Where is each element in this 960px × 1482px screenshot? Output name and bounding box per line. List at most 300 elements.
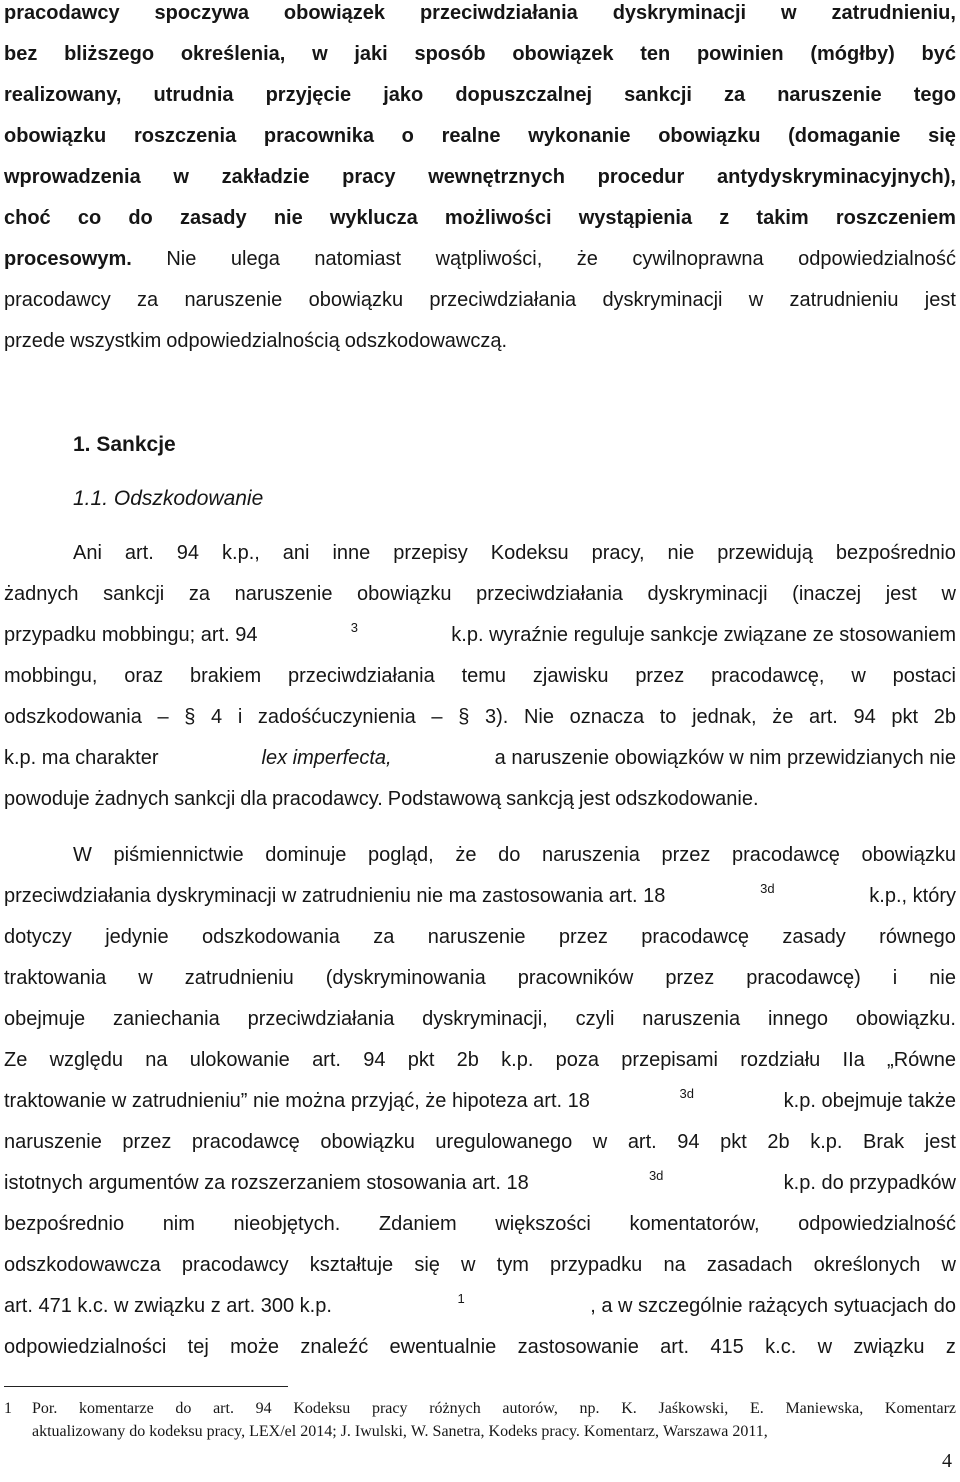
word: pracy bbox=[342, 166, 396, 188]
word: Komentarz bbox=[884, 1400, 956, 1417]
word: przez bbox=[661, 844, 711, 866]
word: Jaśkowski, bbox=[658, 1400, 729, 1417]
section-heading: 1. Sankcje bbox=[73, 433, 176, 456]
word: że bbox=[455, 844, 477, 866]
text-run: k.p. do przypadków bbox=[783, 1172, 956, 1194]
word: za bbox=[724, 84, 746, 106]
word: aktualizowany bbox=[32, 1423, 126, 1440]
word: do bbox=[129, 1423, 146, 1440]
word: nieobjętych. bbox=[233, 1213, 341, 1235]
paragraph-line bbox=[73, 835, 956, 876]
word: może bbox=[230, 1336, 280, 1358]
word: żadnych bbox=[94, 788, 170, 810]
word: znaleźć bbox=[300, 1336, 369, 1358]
paragraph-line bbox=[4, 1163, 956, 1204]
word: przeciwdziałania bbox=[476, 583, 623, 605]
word: przeciwdziałania bbox=[287, 665, 435, 687]
word: w bbox=[941, 1254, 956, 1276]
word: § bbox=[184, 706, 196, 728]
word: ani bbox=[282, 542, 310, 564]
word: przyjęcie bbox=[265, 84, 352, 106]
word: naruszenia bbox=[642, 1008, 741, 1030]
word: (domaganie bbox=[788, 125, 901, 147]
word: odszkodowawczą. bbox=[344, 330, 508, 352]
word: jest bbox=[578, 788, 611, 810]
word: że bbox=[576, 248, 598, 270]
superscript: 3d bbox=[679, 1086, 694, 1101]
word: (mógłby) bbox=[810, 43, 895, 65]
page-number: 4 bbox=[942, 1450, 952, 1472]
word: jedynie bbox=[105, 926, 169, 948]
word: i bbox=[237, 706, 243, 728]
text-run: istotnych argumentów za rozszerzaniem stosowania art. 18 bbox=[4, 1172, 529, 1194]
word: naruszenia bbox=[541, 844, 640, 866]
word: Kodeksu bbox=[490, 542, 569, 564]
word: obowiązek bbox=[283, 2, 386, 24]
word: dyskryminacji, bbox=[422, 1008, 548, 1030]
word: IIa bbox=[842, 1049, 865, 1071]
word: się bbox=[928, 125, 956, 147]
word: pracodawcy bbox=[181, 1254, 289, 1276]
word: autorów, bbox=[502, 1400, 558, 1417]
word: art. bbox=[660, 1336, 690, 1358]
word: obowiązek bbox=[512, 43, 614, 65]
word: pracodawcę bbox=[191, 1131, 300, 1153]
word: przeciwdziałania bbox=[419, 2, 578, 24]
word: bez bbox=[4, 43, 38, 65]
word: do bbox=[175, 1400, 192, 1417]
footnote-line bbox=[32, 1423, 956, 1441]
word: rozdziału bbox=[740, 1049, 821, 1071]
word: w bbox=[138, 967, 153, 989]
word: jednak, bbox=[692, 706, 757, 728]
word: przypadku bbox=[550, 1254, 643, 1276]
paragraph-line bbox=[4, 34, 956, 75]
word: sankcji bbox=[624, 84, 692, 106]
word: art. bbox=[124, 542, 154, 564]
paragraph-line bbox=[4, 574, 956, 615]
word: brakiem bbox=[190, 665, 262, 687]
paragraph-line bbox=[4, 697, 956, 738]
word: być bbox=[921, 43, 956, 65]
footnote-continuation bbox=[4, 1423, 956, 1445]
word: przeciwdziałania bbox=[247, 1008, 395, 1030]
word: naruszenie bbox=[234, 583, 333, 605]
text-run: traktowanie w zatrudnieniu” nie można przyjąć, że hipoteza art. 18 bbox=[4, 1090, 590, 1112]
word: dyskryminacji bbox=[647, 583, 768, 605]
word: 2014; bbox=[300, 1423, 337, 1440]
bold-text: procesowym. bbox=[4, 248, 132, 270]
paragraph-line bbox=[4, 738, 956, 779]
word: obowiązku. bbox=[855, 1008, 956, 1030]
word: traktowania bbox=[4, 967, 107, 989]
word: naruszenie bbox=[184, 289, 283, 311]
word: jako bbox=[383, 84, 424, 106]
word: równego bbox=[879, 926, 956, 948]
word: za bbox=[137, 289, 159, 311]
word: do bbox=[498, 844, 521, 866]
word: Kodeksu bbox=[293, 1400, 351, 1417]
word: dotyczy bbox=[4, 926, 72, 948]
word: Maniewska, bbox=[785, 1400, 864, 1417]
text-run bbox=[649, 1163, 663, 1204]
word: bezpośrednio bbox=[4, 1213, 125, 1235]
word: art. bbox=[808, 706, 838, 728]
word: naruszenie bbox=[4, 1131, 102, 1153]
word: pkt bbox=[720, 1131, 747, 1153]
word: komentatorów, bbox=[629, 1213, 760, 1235]
word: przepisy bbox=[393, 542, 468, 564]
word: pkt bbox=[891, 706, 919, 728]
word: W bbox=[73, 844, 92, 866]
word: o bbox=[401, 125, 414, 147]
word: 2b bbox=[767, 1131, 790, 1153]
paragraph-line bbox=[73, 533, 956, 574]
word: § bbox=[458, 706, 470, 728]
footnote-number: 1 bbox=[4, 1400, 12, 1417]
word: art. bbox=[312, 1049, 341, 1071]
word: sankcji bbox=[103, 583, 165, 605]
word: Nie bbox=[166, 248, 197, 270]
superscript: 3d bbox=[760, 881, 775, 896]
word: pogląd, bbox=[368, 844, 434, 866]
paragraph-line bbox=[4, 198, 956, 239]
paragraph-line bbox=[4, 1204, 956, 1245]
word: choć bbox=[4, 207, 51, 229]
word: J. bbox=[340, 1423, 351, 1440]
word: 3). bbox=[484, 706, 509, 728]
word: naruszenie bbox=[777, 84, 882, 106]
word: postaci bbox=[892, 665, 956, 687]
text-run: art. 471 k.c. w związku z art. 300 k.p. bbox=[4, 1295, 332, 1317]
word: odpowiedzialność bbox=[798, 248, 956, 270]
word: utrudnia bbox=[153, 84, 234, 106]
paragraph-line bbox=[4, 116, 956, 157]
word: przez bbox=[558, 926, 608, 948]
word: 415 bbox=[710, 1336, 744, 1358]
word: k.p., bbox=[222, 542, 260, 564]
word: zakładzie bbox=[221, 166, 310, 188]
word: innego bbox=[767, 1008, 829, 1030]
word: cywilnoprawna bbox=[632, 248, 764, 270]
word: względu bbox=[49, 1049, 123, 1071]
paragraph-line bbox=[4, 999, 956, 1040]
word: 94 bbox=[363, 1049, 386, 1071]
word: kształtuje bbox=[309, 1254, 394, 1276]
word: takim bbox=[756, 207, 809, 229]
word: w bbox=[851, 665, 866, 687]
word: w bbox=[312, 43, 328, 65]
word: k.c. bbox=[765, 1336, 797, 1358]
word: w bbox=[748, 289, 764, 311]
word: spoczywa bbox=[154, 2, 249, 24]
word: w bbox=[461, 1254, 476, 1276]
word: się bbox=[414, 1254, 440, 1276]
word: zasady bbox=[179, 207, 247, 229]
word: poza bbox=[555, 1049, 600, 1071]
text-run bbox=[680, 1081, 694, 1122]
word: uregulowanego bbox=[435, 1131, 573, 1153]
word: związku bbox=[853, 1336, 925, 1358]
word: wyklucza bbox=[329, 207, 418, 229]
word: jest bbox=[924, 1131, 956, 1153]
word: E. bbox=[749, 1400, 764, 1417]
word: przewidują bbox=[717, 542, 813, 564]
word: naruszenie bbox=[427, 926, 526, 948]
word: – bbox=[157, 706, 169, 728]
text-run: , a w szczególnie rażących sytuacjach do bbox=[590, 1295, 956, 1317]
word: dopuszczalnej bbox=[455, 84, 593, 106]
word: nie bbox=[273, 207, 303, 229]
word: realizowany, bbox=[4, 84, 122, 106]
word: zaniechania bbox=[113, 1008, 220, 1030]
text-run bbox=[457, 1286, 464, 1327]
word: wszystkim bbox=[70, 330, 162, 352]
word: antydyskryminacyjnych), bbox=[716, 166, 956, 188]
word: 94 bbox=[853, 706, 876, 728]
word: k.p. bbox=[501, 1049, 534, 1071]
word: pracodawcy bbox=[4, 2, 120, 24]
word: sankcją bbox=[506, 788, 574, 810]
text-run: a naruszenie obowiązków w nim przewidzianych nie bbox=[494, 747, 956, 769]
text-run: k.p. ma charakter bbox=[4, 747, 159, 769]
word: pracodawcę, bbox=[711, 665, 825, 687]
text-run bbox=[351, 615, 358, 656]
paragraph-line bbox=[4, 239, 956, 280]
paragraph-line bbox=[4, 917, 956, 958]
word: pracodawcę) bbox=[746, 967, 861, 989]
word: pracodawcę bbox=[641, 926, 750, 948]
word: 2011, bbox=[732, 1423, 768, 1440]
paragraph-line bbox=[4, 958, 956, 999]
word: wątpliwości, bbox=[435, 248, 543, 270]
word: odszkodowania bbox=[4, 706, 142, 728]
paragraph-line bbox=[4, 280, 956, 321]
paragraph-line bbox=[4, 1245, 956, 1286]
word: zasadach bbox=[706, 1254, 793, 1276]
word: nim bbox=[162, 1213, 195, 1235]
word: Por. bbox=[32, 1400, 58, 1417]
word: odpowiedzialności bbox=[4, 1336, 167, 1358]
word: do bbox=[128, 207, 153, 229]
word: Podstawową bbox=[387, 788, 502, 810]
word: bezpośrednio bbox=[835, 542, 956, 564]
word: komentarze bbox=[79, 1400, 154, 1417]
word: Komentarz, bbox=[583, 1423, 659, 1440]
word: pracodawcy bbox=[4, 289, 111, 311]
word: pracy bbox=[371, 1400, 408, 1417]
word: obowiązku bbox=[357, 583, 452, 605]
word: zatrudnieniu bbox=[789, 289, 899, 311]
word: w bbox=[817, 1336, 833, 1358]
word: różnych bbox=[429, 1400, 481, 1417]
word: obowiązku bbox=[4, 125, 107, 147]
footnote bbox=[4, 1400, 956, 1422]
text-run bbox=[760, 876, 774, 917]
word: obowiązku bbox=[861, 844, 956, 866]
word: zadośćuczynienia bbox=[257, 706, 416, 728]
word: obowiązku bbox=[658, 125, 761, 147]
superscript: 3 bbox=[350, 620, 359, 635]
word: za bbox=[373, 926, 395, 948]
paragraph-line bbox=[4, 157, 956, 198]
text-run: przypadku mobbingu; art. 94 bbox=[4, 624, 258, 646]
word: W. bbox=[410, 1423, 429, 1440]
word: inne bbox=[332, 542, 371, 564]
word: pracy, bbox=[591, 542, 645, 564]
word: roszczeniem bbox=[835, 207, 956, 229]
word: na bbox=[145, 1049, 168, 1071]
paragraph-line bbox=[4, 75, 956, 116]
word: jaki bbox=[354, 43, 388, 65]
word: powinien bbox=[696, 43, 784, 65]
word: zastosowanie bbox=[517, 1336, 639, 1358]
paragraph-line bbox=[4, 1327, 956, 1368]
word: odpowiedzialnością bbox=[166, 330, 340, 352]
word: obowiązku bbox=[308, 289, 404, 311]
word: możliwości bbox=[444, 207, 552, 229]
word: przez bbox=[665, 967, 715, 989]
word: żadnych bbox=[4, 583, 79, 605]
word: ewentualnie bbox=[389, 1336, 497, 1358]
word: Iwulski, bbox=[354, 1423, 407, 1440]
word: 4 bbox=[211, 706, 223, 728]
word: przede bbox=[4, 330, 66, 352]
paragraph-line bbox=[4, 1081, 956, 1122]
word: 2b bbox=[933, 706, 956, 728]
paragraph-line bbox=[4, 615, 956, 656]
word: obejmuje bbox=[4, 1008, 86, 1030]
word: wewnętrznych bbox=[428, 166, 565, 188]
word: sposób bbox=[414, 43, 486, 65]
word: jest bbox=[885, 583, 917, 605]
word: realne bbox=[441, 125, 501, 147]
word: procedur bbox=[597, 166, 685, 188]
text-run: k.p. wyraźnie reguluje sankcje związane ze stosowaniem bbox=[451, 624, 956, 646]
word: sankcji bbox=[174, 788, 236, 810]
word: w bbox=[781, 2, 797, 24]
word: to bbox=[659, 706, 677, 728]
word: odszkodowawcza bbox=[4, 1254, 161, 1276]
word: tego bbox=[913, 84, 956, 106]
word: nie bbox=[667, 542, 695, 564]
word: dyskryminacji bbox=[612, 2, 747, 24]
word: na bbox=[663, 1254, 686, 1276]
word: 94 bbox=[255, 1400, 272, 1417]
word: większości bbox=[495, 1213, 591, 1235]
word: (inaczej bbox=[792, 583, 862, 605]
word: za bbox=[188, 583, 210, 605]
word: dla bbox=[240, 788, 267, 810]
word: Kodeks bbox=[488, 1423, 538, 1440]
word: ulokowanie bbox=[189, 1049, 290, 1071]
footnote-separator bbox=[4, 1386, 288, 1387]
word: w bbox=[941, 583, 956, 605]
word: roszczenia bbox=[133, 125, 237, 147]
subsection-heading: 1.1. Odszkodowanie bbox=[73, 487, 264, 510]
word: Ani bbox=[73, 542, 102, 564]
word: LEX/el bbox=[249, 1423, 297, 1440]
word: K. bbox=[621, 1400, 637, 1417]
word: 94 bbox=[176, 542, 200, 564]
word: piśmiennictwie bbox=[113, 844, 244, 866]
word: tej bbox=[187, 1336, 209, 1358]
word: art. bbox=[627, 1131, 657, 1153]
word: że bbox=[772, 706, 794, 728]
word: przeciwdziałania bbox=[429, 289, 577, 311]
paragraph-line bbox=[4, 321, 956, 362]
paragraph-line bbox=[4, 1286, 956, 1327]
word: oraz bbox=[124, 665, 164, 687]
word: wykonanie bbox=[528, 125, 631, 147]
word: ten bbox=[640, 43, 671, 65]
word: ulega bbox=[230, 248, 280, 270]
word: pracowników bbox=[517, 967, 634, 989]
paragraph-line bbox=[4, 1040, 956, 1081]
word: czyli bbox=[575, 1008, 615, 1030]
word: odszkodowania bbox=[201, 926, 340, 948]
text-run: k.p. obejmuje także bbox=[783, 1090, 956, 1112]
word: Brak bbox=[863, 1131, 905, 1153]
paragraph-line bbox=[4, 656, 956, 697]
word: odpowiedzialność bbox=[798, 1213, 956, 1235]
word: z bbox=[945, 1336, 956, 1358]
word: zatrudnieniu, bbox=[831, 2, 956, 24]
word: dyskryminacji bbox=[602, 289, 723, 311]
word: (dyskryminowania bbox=[325, 967, 486, 989]
text-run: k.p., który bbox=[869, 885, 956, 907]
word: i bbox=[892, 967, 898, 989]
word: przez bbox=[122, 1131, 172, 1153]
superscript: 3d bbox=[648, 1168, 664, 1183]
footnote-line bbox=[32, 1400, 956, 1418]
paragraph-line bbox=[4, 1122, 956, 1163]
footnote-marker[interactable]: 1 bbox=[457, 1291, 465, 1306]
word: pracodawcę bbox=[732, 844, 840, 866]
word: art. bbox=[213, 1400, 234, 1417]
paragraph-line bbox=[4, 779, 956, 820]
word: powoduje bbox=[4, 788, 90, 810]
word: określonych bbox=[813, 1254, 921, 1276]
word: z bbox=[719, 207, 730, 229]
word: Nie bbox=[523, 706, 554, 728]
paragraph-line bbox=[4, 0, 956, 34]
word: wystąpienia bbox=[578, 207, 693, 229]
word: zasady bbox=[782, 926, 846, 948]
word: w bbox=[173, 166, 189, 188]
word: Ze bbox=[4, 1049, 28, 1071]
word: pkt bbox=[407, 1049, 435, 1071]
word: wprowadzenia bbox=[4, 166, 141, 188]
word: np. bbox=[579, 1400, 600, 1417]
word: zatrudnieniu bbox=[184, 967, 294, 989]
word: Sanetra, bbox=[432, 1423, 485, 1440]
word: obowiązku bbox=[320, 1131, 415, 1153]
paragraph-line bbox=[4, 876, 956, 917]
word: mobbingu, bbox=[4, 665, 98, 687]
word: 2b bbox=[456, 1049, 479, 1071]
word: 94 bbox=[677, 1131, 700, 1153]
word: przez bbox=[635, 665, 685, 687]
word: oznacza bbox=[569, 706, 645, 728]
word: dominuje bbox=[265, 844, 347, 866]
word: pracy. bbox=[541, 1423, 580, 1440]
word: temu bbox=[461, 665, 507, 687]
word: określenia, bbox=[180, 43, 286, 65]
word: pracodawcy. bbox=[271, 788, 383, 810]
word: w bbox=[592, 1131, 608, 1153]
word: bliższego bbox=[64, 43, 155, 65]
